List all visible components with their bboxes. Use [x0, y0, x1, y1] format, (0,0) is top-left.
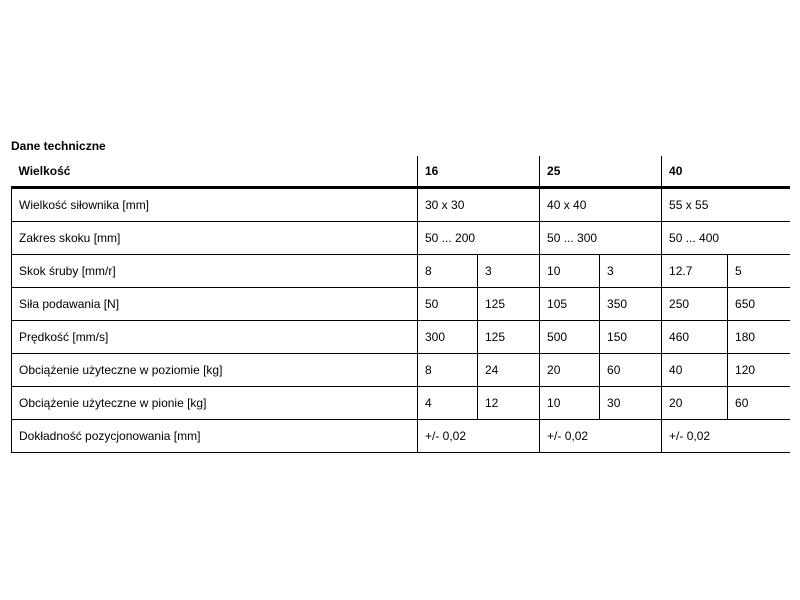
- value-cell: 5: [728, 255, 790, 288]
- value-cell: +/- 0,02: [662, 420, 790, 453]
- value-cell: 20: [540, 354, 600, 387]
- value-cell: 180: [728, 321, 790, 354]
- value-cell: 650: [728, 288, 790, 321]
- table-row: [12, 321, 790, 354]
- value-cell: 350: [600, 288, 662, 321]
- value-cell: 60: [600, 354, 662, 387]
- value-cell: 20: [662, 387, 728, 420]
- technical-data-table: [11, 156, 790, 453]
- table-row: [12, 354, 790, 387]
- value-cell: 8: [418, 354, 478, 387]
- value-cell: 500: [540, 321, 600, 354]
- value-cell: 50 ... 400: [662, 222, 790, 255]
- row-label-cell: Zakres skoku [mm]: [12, 222, 418, 255]
- value-cell: 30: [600, 387, 662, 420]
- value-cell: 300: [418, 321, 478, 354]
- table-header-row: [12, 156, 790, 188]
- value-cell: 125: [478, 321, 540, 354]
- table-row: [12, 222, 790, 255]
- table-row: [12, 188, 790, 222]
- section-title: Dane techniczne: [11, 139, 106, 153]
- value-cell: 150: [600, 321, 662, 354]
- table-row: [12, 387, 790, 420]
- value-cell: 8: [418, 255, 478, 288]
- table-row: [12, 255, 790, 288]
- value-cell: 125: [478, 288, 540, 321]
- value-cell: 40: [662, 354, 728, 387]
- value-cell: 24: [478, 354, 540, 387]
- value-cell: 40 x 40: [540, 188, 662, 222]
- header-size-cell: 16: [418, 156, 540, 188]
- value-cell: 460: [662, 321, 728, 354]
- row-label-cell: Obciążenie użyteczne w poziomie [kg]: [12, 354, 418, 387]
- value-cell: 50 ... 300: [540, 222, 662, 255]
- value-cell: +/- 0,02: [540, 420, 662, 453]
- value-cell: 4: [418, 387, 478, 420]
- value-cell: 250: [662, 288, 728, 321]
- header-label-cell: Wielkość: [12, 156, 418, 188]
- header-size-cell: 25: [540, 156, 662, 188]
- value-cell: 55 x 55: [662, 188, 790, 222]
- table-row: [12, 288, 790, 321]
- value-cell: 12: [478, 387, 540, 420]
- row-label-cell: Wielkość siłownika [mm]: [12, 188, 418, 222]
- value-cell: 10: [540, 255, 600, 288]
- value-cell: 3: [600, 255, 662, 288]
- value-cell: +/- 0,02: [418, 420, 540, 453]
- row-label-cell: Obciążenie użyteczne w pionie [kg]: [12, 387, 418, 420]
- value-cell: 3: [478, 255, 540, 288]
- value-cell: 120: [728, 354, 790, 387]
- value-cell: 12.7: [662, 255, 728, 288]
- value-cell: 50 ... 200: [418, 222, 540, 255]
- header-size-cell: 40: [662, 156, 790, 188]
- value-cell: 105: [540, 288, 600, 321]
- row-label-cell: Skok śruby [mm/r]: [12, 255, 418, 288]
- row-label-cell: Prędkość [mm/s]: [12, 321, 418, 354]
- row-label-cell: Siła podawania [N]: [12, 288, 418, 321]
- value-cell: 60: [728, 387, 790, 420]
- value-cell: 50: [418, 288, 478, 321]
- value-cell: 10: [540, 387, 600, 420]
- value-cell: 30 x 30: [418, 188, 540, 222]
- table-row: [12, 420, 790, 453]
- row-label-cell: Dokładność pozycjonowania [mm]: [12, 420, 418, 453]
